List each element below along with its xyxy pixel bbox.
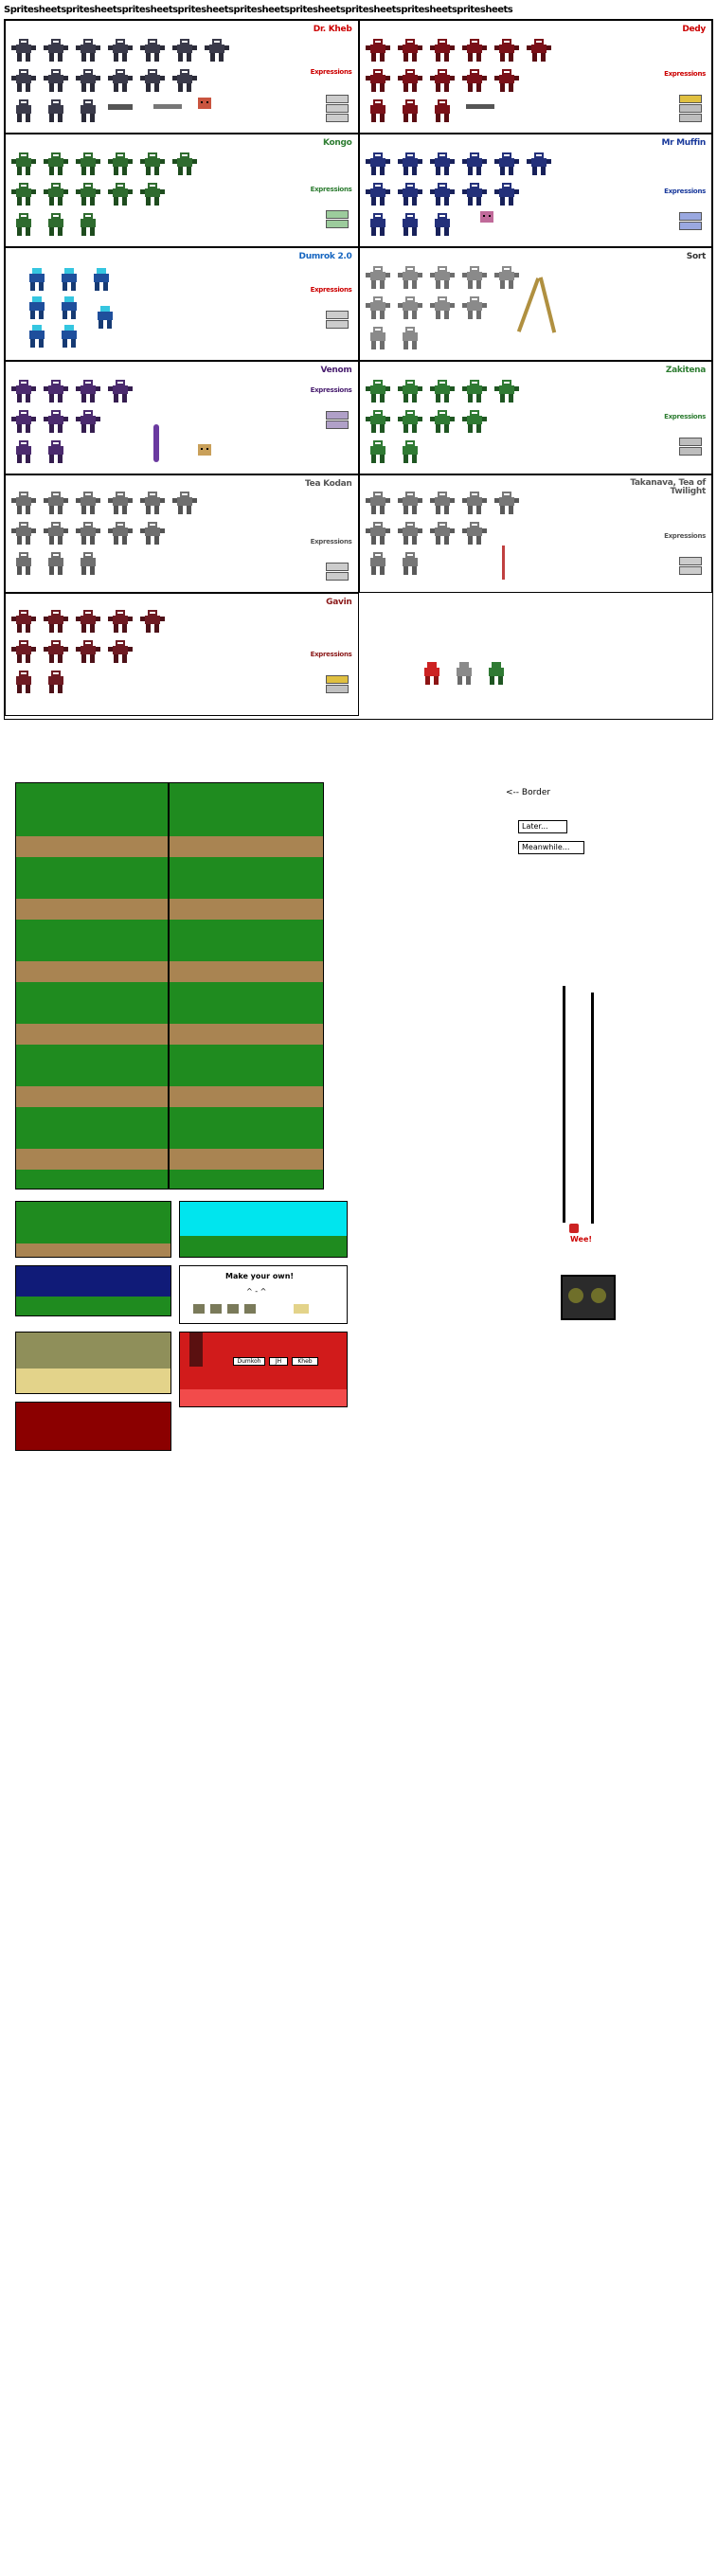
character-panel[interactable] (359, 361, 713, 474)
sprite-grid (11, 375, 352, 470)
comic-page-template[interactable] (15, 782, 324, 1190)
portrait-sprite (197, 443, 212, 456)
expressions-label: Expressions (310, 386, 352, 394)
expressions-label: Expressions (310, 651, 352, 658)
portrait-sprite (197, 97, 212, 110)
make-your-own-faces: ^ - ^ (246, 1287, 267, 1296)
make-your-own-panel[interactable] (179, 1265, 348, 1324)
character-name: Zakitena (665, 366, 706, 375)
character-name: Sort (686, 252, 706, 261)
expression-swatch (679, 222, 702, 230)
expression-swatch (326, 311, 349, 319)
character-panel[interactable] (5, 247, 359, 361)
character-panel[interactable] (359, 474, 713, 593)
ground-band (16, 1024, 323, 1045)
character-panel[interactable] (5, 593, 359, 716)
tile-blood-red[interactable] (15, 1402, 171, 1451)
broom-sprite (538, 277, 555, 332)
sprite-grid (366, 261, 707, 356)
expressions-label: Expressions (664, 532, 706, 540)
expression-swatch (326, 220, 349, 228)
character-name: Dedy (682, 25, 706, 34)
extra-sprite-panel (359, 593, 713, 716)
sprite-grid (11, 148, 352, 242)
character-panel[interactable] (359, 134, 713, 247)
sprite-grid (365, 606, 708, 712)
character-name: Venom (320, 366, 352, 375)
expression-swatch (326, 685, 349, 693)
panel-divider (168, 783, 170, 1189)
character-name: Takanava, Tea of Twilight (630, 478, 706, 496)
ground-band (16, 899, 323, 920)
sprite-grid (11, 489, 352, 588)
expression-swatch (326, 104, 349, 113)
expression-swatch (679, 557, 702, 565)
expressions-label: Expressions (310, 186, 352, 193)
sprite-grid (366, 148, 707, 242)
character-panel[interactable] (5, 474, 359, 593)
expression-swatch (326, 210, 349, 219)
tile-sand-scene[interactable] (15, 1332, 171, 1394)
ground-band (16, 836, 323, 857)
expressions-label: Expressions (664, 70, 706, 78)
pole-sprite (591, 993, 594, 1224)
expression-swatch (679, 566, 702, 575)
character-name: Mr Muffin (661, 138, 706, 148)
comic-template-section (4, 782, 713, 1625)
sprite-grid (366, 34, 707, 129)
wee-label: Wee! (570, 1235, 593, 1243)
character-name: Kongo (322, 138, 352, 148)
weapon-sprite (153, 104, 182, 109)
name-tag: JH (269, 1357, 288, 1366)
character-panel[interactable] (5, 361, 359, 474)
character-name: Dr. Kheb (313, 25, 352, 34)
character-panel[interactable] (5, 20, 359, 134)
broom-sprite (516, 277, 539, 332)
expression-swatch (679, 447, 702, 456)
tentacle-sprite (153, 424, 159, 462)
ground-band (16, 1149, 323, 1170)
tile-night-grass[interactable] (15, 1265, 171, 1316)
pole-sprite (563, 986, 565, 1223)
caption-box-later[interactable]: Later... (518, 820, 567, 833)
weapon-sprite (108, 104, 133, 110)
expression-swatch (326, 420, 349, 429)
expression-swatch (326, 95, 349, 103)
boombox-sprite (561, 1275, 616, 1320)
sprite-grid (366, 375, 707, 470)
spritesheet-grid (4, 19, 713, 720)
expression-swatch (679, 104, 702, 113)
tile-sky-grass[interactable] (179, 1201, 348, 1258)
tile-red-room-scene[interactable] (179, 1332, 348, 1407)
wee-character-sprite (569, 1224, 579, 1233)
page-title-banner: Spritesheetspritesheetspritesheetspritesheetspritesheetspritesheetspritesheetspritesheetspritesheets (4, 4, 713, 17)
expression-swatch (326, 411, 349, 420)
sprite-grid (11, 607, 352, 711)
expression-swatch (326, 114, 349, 122)
expressions-label: Expressions (664, 188, 706, 195)
expression-swatch (679, 212, 702, 221)
ground-band (16, 1086, 323, 1107)
character-panel[interactable] (359, 247, 713, 361)
expression-swatch (679, 114, 702, 122)
caption-box-meanwhile[interactable]: Meanwhile... (518, 841, 584, 854)
portrait-sprite (479, 210, 494, 224)
sword-sprite (502, 546, 505, 580)
ground-band (16, 961, 323, 982)
character-panel[interactable] (359, 20, 713, 134)
expression-swatch (679, 95, 702, 103)
character-name: Tea Kodan (305, 479, 352, 489)
expressions-label: Expressions (664, 413, 706, 420)
tile-grass-dirt[interactable] (15, 1201, 171, 1258)
sprite-grid (11, 261, 352, 356)
name-tag: Dumkoh (233, 1357, 265, 1366)
make-your-own-title: Make your own! (225, 1272, 295, 1280)
sprite-grid (11, 34, 352, 129)
character-name: Dumrok 2.0 (298, 252, 352, 261)
expressions-label: Expressions (310, 286, 352, 294)
name-tag: Kheb (292, 1357, 318, 1366)
border-arrow-label: <-- Border (506, 788, 551, 797)
expression-swatch (326, 563, 349, 571)
expression-swatch (326, 320, 349, 329)
expression-swatch (326, 572, 349, 581)
character-panel[interactable] (5, 134, 359, 247)
expressions-label: Expressions (310, 538, 352, 546)
expression-swatch (679, 438, 702, 446)
sprite-grid (366, 489, 707, 588)
character-name: Gavin (326, 598, 352, 607)
expressions-label: Expressions (310, 68, 352, 76)
expression-swatch (326, 675, 349, 684)
